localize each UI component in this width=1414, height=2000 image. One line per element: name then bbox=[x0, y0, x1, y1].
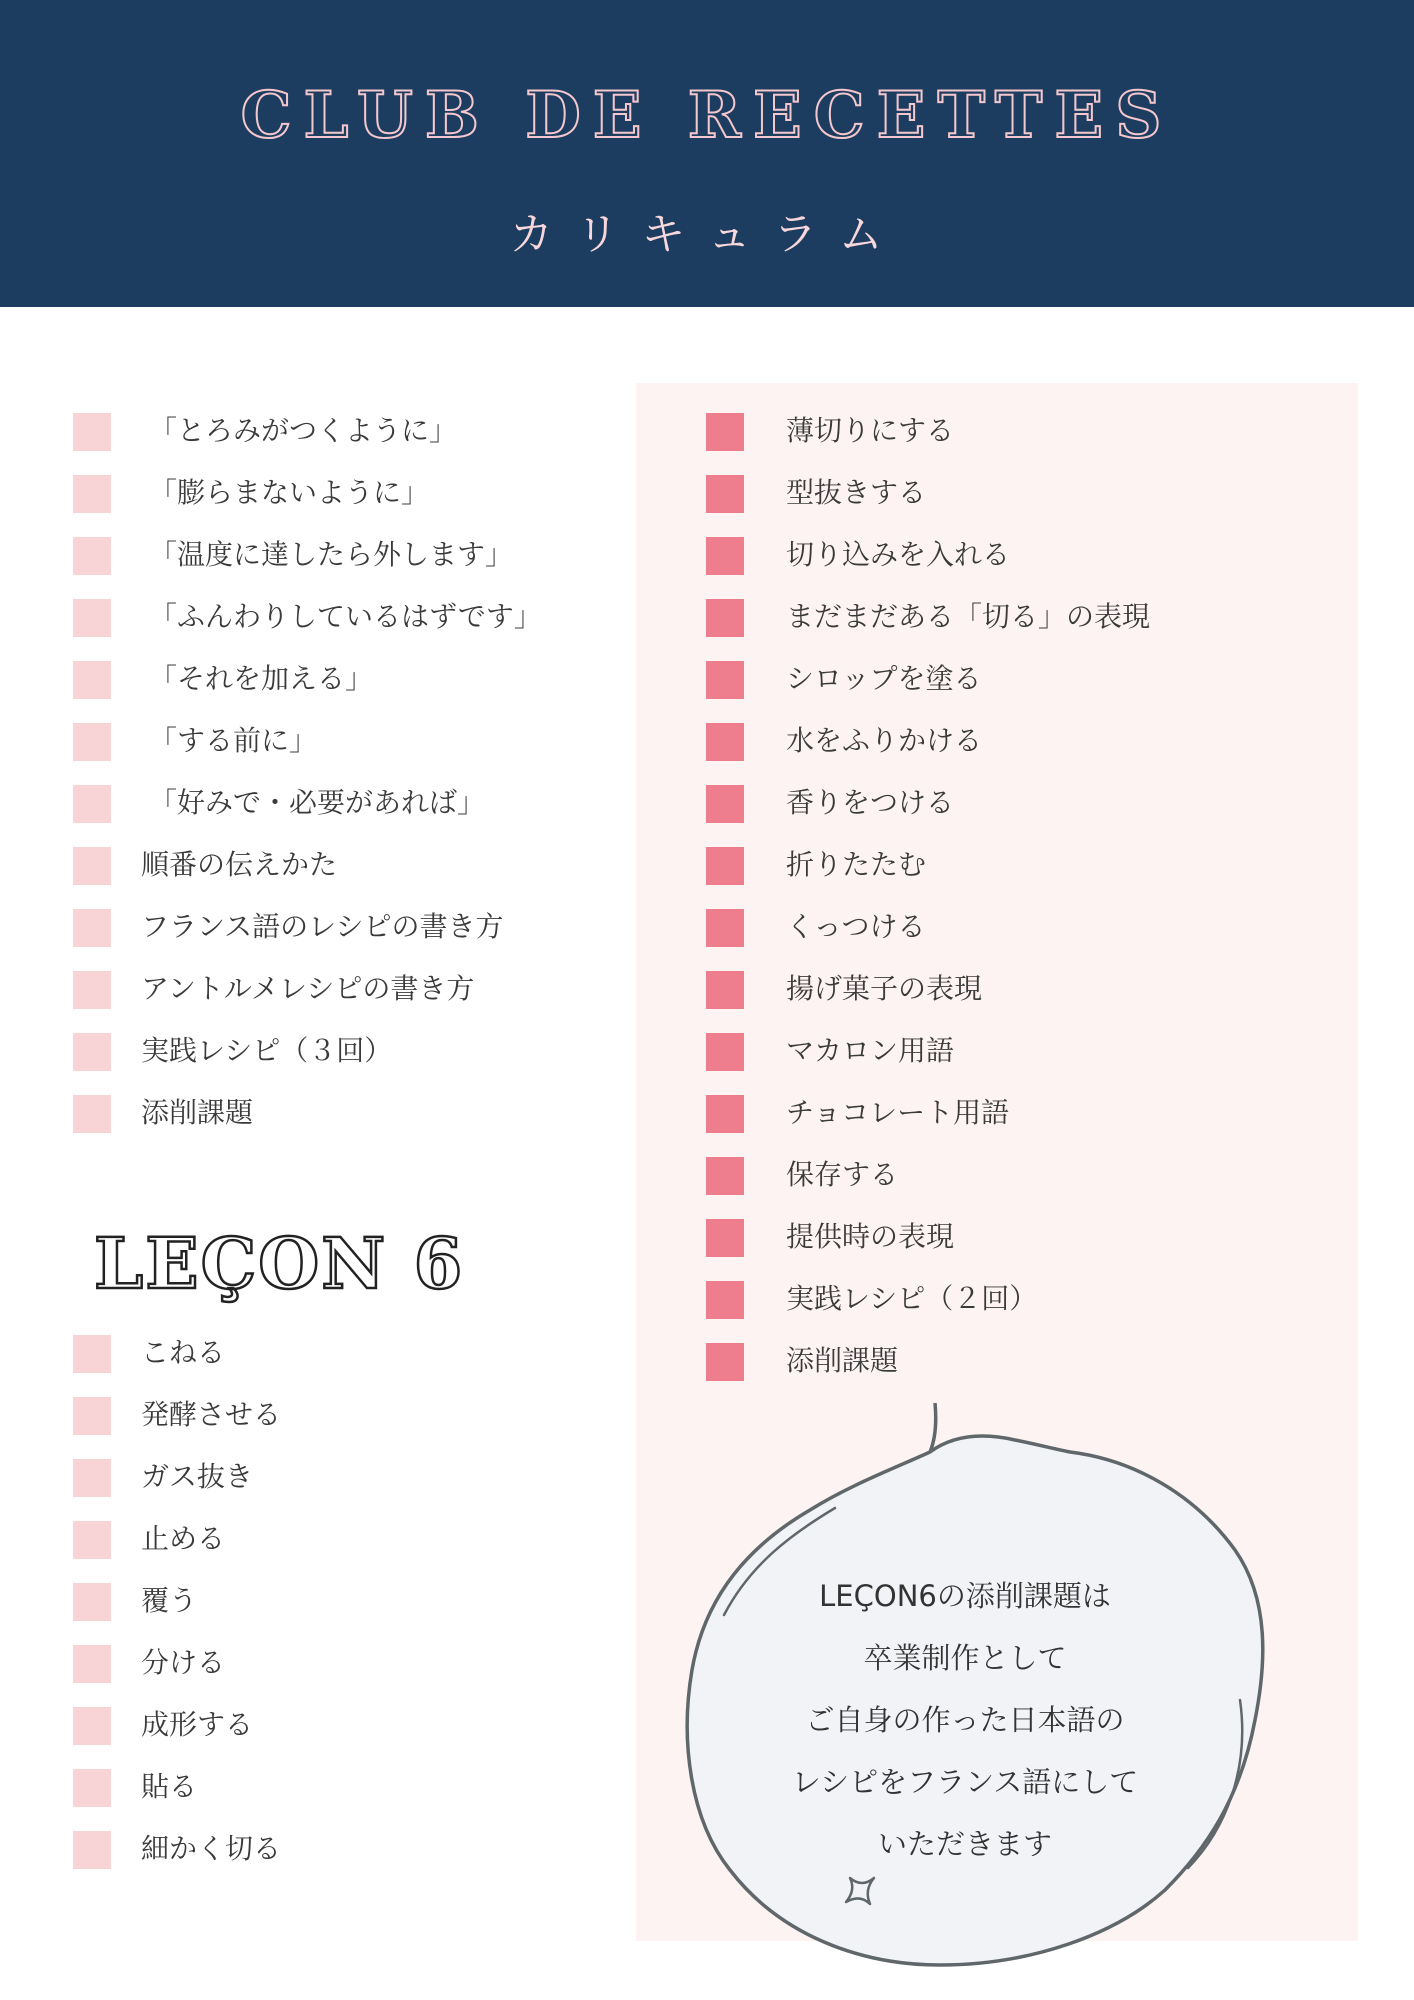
checkbox-square-icon bbox=[73, 1335, 111, 1373]
checkbox-square-icon bbox=[73, 1707, 111, 1745]
checkbox-square-icon bbox=[73, 537, 111, 575]
list-item-label: 貼る bbox=[141, 1770, 198, 1803]
checkbox-square-icon bbox=[706, 1219, 744, 1257]
list-item-label: 「ふんわりしているはずです」 bbox=[149, 600, 542, 633]
list-item-label: くっつける bbox=[786, 910, 926, 943]
bubble-line: レシピをフランス語にして bbox=[791, 1765, 1139, 1799]
checkbox-square-icon bbox=[706, 1033, 744, 1071]
list-item-label: 「膨らまないように」 bbox=[149, 476, 430, 509]
checkbox-square-icon bbox=[706, 847, 744, 885]
list-item-label: 薄切りにする bbox=[786, 414, 955, 447]
checkbox-square-icon bbox=[73, 1397, 111, 1435]
list-item-label: 折りたたむ bbox=[786, 848, 927, 881]
checkbox-square-icon bbox=[706, 1157, 744, 1195]
checkbox-square-icon bbox=[73, 599, 111, 637]
list-item-label: 成形する bbox=[141, 1708, 254, 1741]
checkbox-square-icon bbox=[706, 1281, 744, 1319]
list-item-label: 添削課題 bbox=[141, 1096, 254, 1129]
checkbox-square-icon bbox=[706, 1343, 744, 1381]
bubble-line: LEÇON6の添削課題は bbox=[819, 1579, 1111, 1613]
list-item-label: 「好みで・必要があれば」 bbox=[149, 786, 486, 819]
checkbox-square-icon bbox=[706, 413, 744, 451]
list-item-label: 切り込みを入れる bbox=[786, 538, 1011, 571]
checkbox-square-icon bbox=[706, 723, 744, 761]
list-item-label: 型抜きする bbox=[786, 476, 927, 509]
checkbox-square-icon bbox=[73, 1521, 111, 1559]
list-item-label: シロップを塗る bbox=[786, 662, 982, 695]
list-item-label: 実践レシピ（３回） bbox=[141, 1034, 393, 1067]
list-item-label: 実践レシピ（２回） bbox=[786, 1282, 1038, 1315]
checkbox-square-icon bbox=[73, 723, 111, 761]
checkbox-square-icon bbox=[73, 847, 111, 885]
list-item-label: 覆う bbox=[141, 1584, 198, 1617]
checkbox-square-icon bbox=[706, 475, 744, 513]
bubble-line: ご自身の作った日本語の bbox=[805, 1703, 1125, 1737]
checkbox-square-icon bbox=[73, 661, 111, 699]
list-item-label: チョコレート用語 bbox=[786, 1096, 1010, 1129]
header-banner bbox=[0, 0, 1414, 307]
checkbox-square-icon bbox=[73, 1095, 111, 1133]
list-item-label: 提供時の表現 bbox=[786, 1220, 955, 1253]
list-item-label: 発酵させる bbox=[141, 1398, 282, 1431]
checkbox-square-icon bbox=[73, 1459, 111, 1497]
list-item-label: 「温度に達したら外します」 bbox=[149, 538, 514, 571]
checkbox-square-icon bbox=[73, 1769, 111, 1807]
list-item-label: フランス語のレシピの書き方 bbox=[141, 910, 504, 943]
checkbox-square-icon bbox=[706, 785, 744, 823]
list-item-label: 揚げ菓子の表現 bbox=[786, 972, 983, 1005]
list-item-label: 添削課題 bbox=[786, 1344, 899, 1377]
list-item-label: 順番の伝えかた bbox=[141, 848, 338, 881]
bubble-line: 卒業制作として bbox=[863, 1641, 1067, 1675]
list-item-label: 「とろみがつくように」 bbox=[149, 414, 458, 447]
lecon-6-heading: LEÇON 6 bbox=[94, 1222, 465, 1305]
list-item-label: マカロン用語 bbox=[786, 1034, 955, 1067]
list-item-label: まだまだある「切る」の表現 bbox=[786, 600, 1151, 633]
list-item-label: 「する前に」 bbox=[149, 724, 318, 757]
checkbox-square-icon bbox=[706, 1095, 744, 1133]
checkbox-square-icon bbox=[706, 909, 744, 947]
checkbox-square-icon bbox=[73, 1033, 111, 1071]
list-item-label: こねる bbox=[141, 1336, 226, 1369]
list-item-label: 「それを加える」 bbox=[149, 662, 374, 695]
list-item-label: 分ける bbox=[141, 1646, 226, 1679]
checkbox-square-icon bbox=[73, 909, 111, 947]
checkbox-square-icon bbox=[73, 1831, 111, 1869]
list-item-label: 細かく切る bbox=[141, 1832, 282, 1865]
list-item-label: ガス抜き bbox=[141, 1460, 254, 1493]
list-item-label: アントルメレシピの書き方 bbox=[141, 972, 475, 1005]
list-item-label: 保存する bbox=[786, 1158, 899, 1191]
checkbox-square-icon bbox=[706, 599, 744, 637]
checkbox-square-icon bbox=[73, 475, 111, 513]
checkbox-square-icon bbox=[706, 537, 744, 575]
page-subtitle: カリキュラム bbox=[509, 209, 905, 260]
checkbox-square-icon bbox=[706, 971, 744, 1009]
list-item-label: 水をふりかける bbox=[786, 724, 983, 757]
bubble-line: いただきます bbox=[877, 1827, 1052, 1861]
checkbox-square-icon bbox=[73, 413, 111, 451]
checkbox-square-icon bbox=[73, 971, 111, 1009]
checkbox-square-icon bbox=[73, 1583, 111, 1621]
checkbox-square-icon bbox=[73, 1645, 111, 1683]
page-title: CLUB DE RECETTES bbox=[240, 78, 1174, 153]
bubble-message bbox=[740, 1565, 1190, 1875]
list-item-label: 止める bbox=[141, 1522, 226, 1555]
checkbox-square-icon bbox=[73, 785, 111, 823]
list-item-label: 香りをつける bbox=[786, 786, 955, 819]
checkbox-square-icon bbox=[706, 661, 744, 699]
